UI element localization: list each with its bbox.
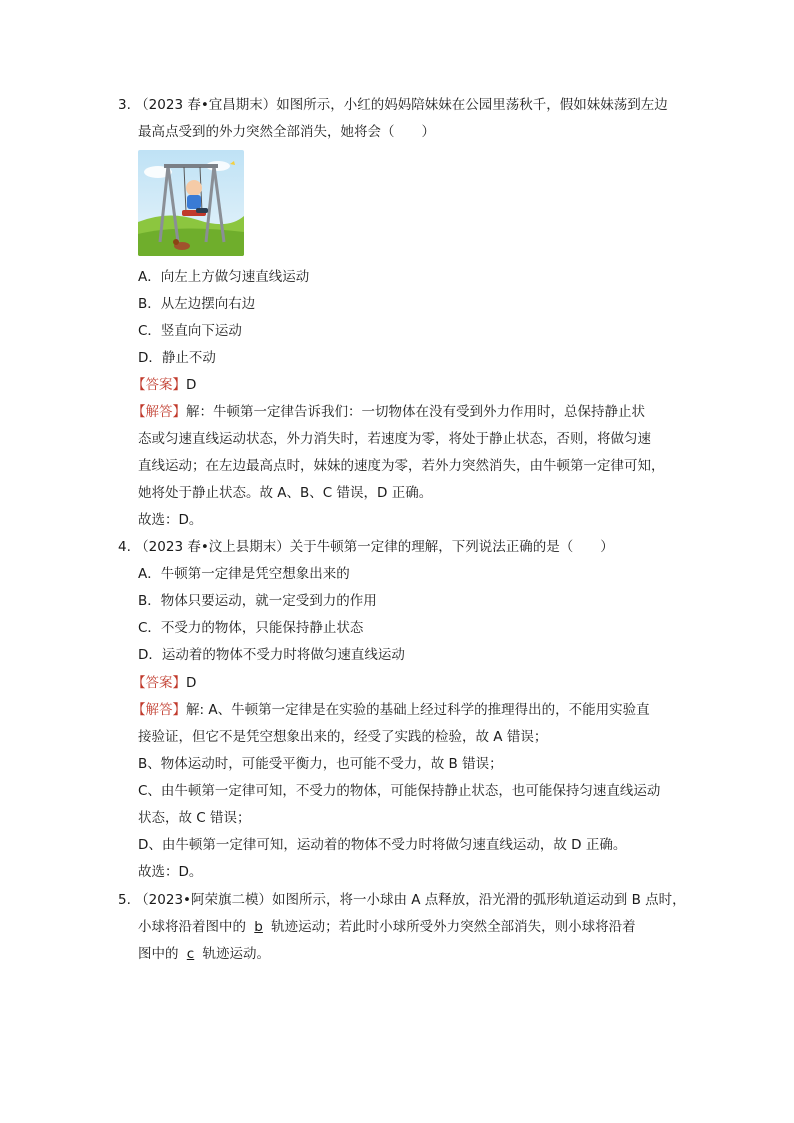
q4-analysis-line2: 接验证，但它不是凭空想象出来的，经受了实践的检验，故 A 错误； — [138, 729, 548, 745]
analysis-text: 解：牛顿第一定律告诉我们：一切物体在没有受到外力作用时，总保持静止状 — [186, 404, 645, 420]
q3-analysis-line3: 直线运动；在左边最高点时，妹妹的速度为零，若外力突然消失，由牛顿第一定律可知， — [138, 458, 665, 474]
stem-text: 图中的 — [138, 946, 183, 962]
swing-illustration — [138, 150, 244, 256]
stem-text: 轨迹运动。 — [198, 946, 271, 962]
answer-blank-2: c — [186, 946, 195, 962]
answer-tag: 【答案】 — [132, 675, 186, 691]
analysis-tag: 【解答】 — [132, 702, 186, 718]
stem-text: 小球将沿着图中的 — [138, 919, 251, 935]
q4-option-b: B．物体只要运动，就一定受到力的作用 — [138, 593, 377, 609]
q3-analysis-line4: 她将处于静止状态。故 A、B、C 错误，D 正确。 — [138, 485, 433, 501]
q5-stem-line3 — [138, 944, 270, 964]
answer-tag: 【答案】 — [132, 377, 186, 393]
answer-value: D — [186, 675, 197, 691]
q3-stem-line2: 最高点受到的外力突然全部消失，她将会（ ） — [138, 124, 435, 140]
stem-text: 轨迹运动；若此时小球所受外力突然全部消失，则小球将沿着 — [266, 919, 636, 935]
q4-answer — [132, 673, 196, 693]
q3-analysis-line1 — [132, 402, 645, 422]
answer-value: D — [186, 377, 197, 393]
q4-analysis-line1 — [132, 700, 650, 720]
q3-option-c: C．竖直向下运动 — [138, 323, 242, 339]
q3-answer — [132, 375, 196, 395]
q5-stem-line2 — [138, 917, 636, 937]
q4-option-c: C．不受力的物体，只能保持静止状态 — [138, 620, 364, 636]
q3-option-a: A．向左上方做匀速直线运动 — [138, 269, 310, 285]
q3-choice: 故选：D。 — [138, 512, 203, 528]
q4-option-a: A．牛顿第一定律是凭空想象出来的 — [138, 566, 350, 582]
q5-stem-line1: 5. （2023•阿荣旗二模）如图所示，将一小球由 A 点释放，沿光滑的弧形轨道运动到 B 点时， — [118, 892, 686, 908]
q3-option-d: D．静止不动 — [138, 350, 216, 366]
q4-analysis-line4: C、由牛顿第一定律可知，不受力的物体，可能保持静止状态，也可能保持匀速直线运动 — [138, 783, 661, 799]
answer-blank-1: b — [254, 919, 263, 935]
q4-option-d: D．运动着的物体不受力时将做匀速直线运动 — [138, 647, 405, 663]
q4-analysis-line5: 状态，故 C 错误； — [138, 810, 251, 826]
q4-analysis-line3: B、物体运动时，可能受平衡力，也可能不受力，故 B 错误； — [138, 756, 503, 772]
q4-analysis-line6: D、由牛顿第一定律可知，运动着的物体不受力时将做匀速直线运动，故 D 正确。 — [138, 837, 627, 853]
q3-stem-line1: 3. （2023 春•宜昌期末）如图所示，小红的妈妈陪妹妹在公园里荡秋千，假如妹妹荡到左边 — [118, 97, 668, 113]
analysis-tag: 【解答】 — [132, 404, 186, 420]
q4-choice: 故选：D。 — [138, 864, 203, 880]
analysis-text: 解: A、牛顿第一定律是在实验的基础上经过科学的推理得出的，不能用实验直 — [186, 702, 650, 718]
q3-analysis-line2: 态或匀速直线运动状态，外力消失时，若速度为零，将处于静止状态，否则，将做匀速 — [138, 431, 651, 447]
q3-option-b: B．从左边摆向右边 — [138, 296, 256, 312]
q4-stem-line1: 4. （2023 春•汶上县期末）关于牛顿第一定律的理解，下列说法正确的是（ ） — [118, 539, 614, 555]
